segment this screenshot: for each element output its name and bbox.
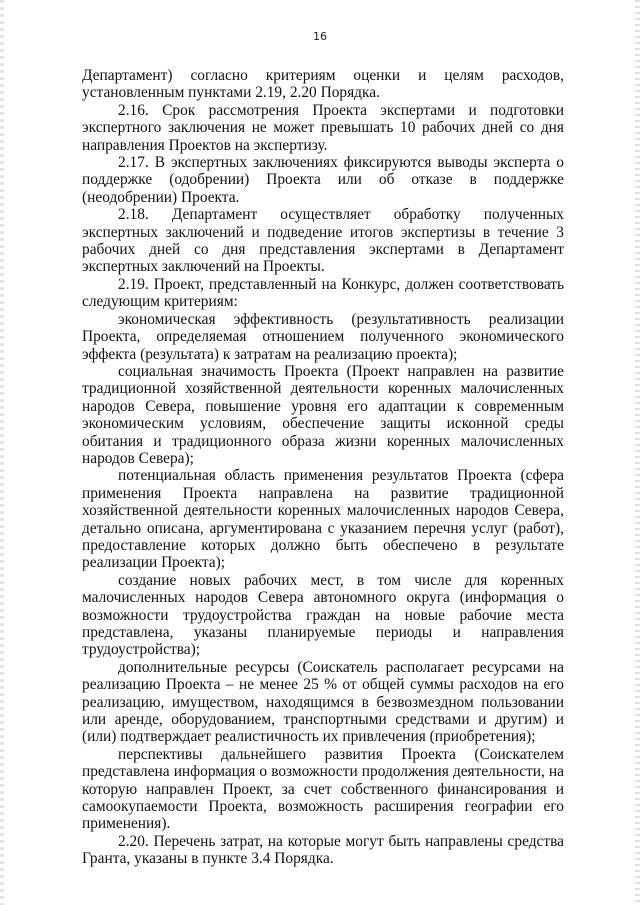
paragraph-2-17: 2.17. В экспертных заключениях фиксируются выводы эксперта о поддержке (одобрении) Проекта или об отказе в поддержке (неодобрении) Проекта. bbox=[82, 154, 564, 206]
paragraph-2-19: 2.19. Проект, представленный на Конкурс, должен соответствовать следующим критериям: bbox=[82, 275, 564, 311]
page-number: 16 bbox=[313, 30, 327, 43]
scan-edge-right bbox=[635, 0, 640, 905]
document-body bbox=[82, 67, 564, 868]
criterion-development-prospects: перспективы дальнейшего развития Проекта (Соискателем представлена информация о возможности продолжения деятельности, на которую направлен Проект, за счет собственного финансирования и самоокупаемости Проекта, возможность расширения географии его применения). bbox=[82, 745, 564, 833]
scan-edge-left bbox=[0, 0, 4, 905]
paragraph-2-20: 2.20. Перечень затрат, на которые могут быть направлены средства Гранта, указаны в пункте 3.4 Порядка. bbox=[82, 832, 564, 868]
criterion-application-area: потенциальная область применения результатов Проекта (сфера применения Проекта направлена на развитие традиционной хозяйственной деятельности коренных малочисленных народов Севера, детально описана, аргументирована с указанием перечня услуг (работ), предоставление которых должно быть обеспечено в результате реализации Проекта); bbox=[82, 467, 564, 572]
criterion-new-jobs: создание новых рабочих мест, в том числе для коренных малочисленных народов Севера автономного округа (информация о возможности трудоустройства граждан на новые рабочие места представлена, указаны планируемые периоды и направления трудоустройства); bbox=[82, 571, 564, 659]
paragraph-continuation: Департамент) согласно критериям оценки и целям расходов, установленным пунктами 2.19, 2.20 Порядка. bbox=[82, 67, 564, 102]
criterion-social-significance: социальная значимость Проекта (Проект направлен на развитие традиционной хозяйственной деятельности коренных малочисленных народов Севера, повышение уровня его адаптации к современным экономическим условиям, обеспечение защиты исконной среды обитания и традиционного образа жизни коренных малочисленных народов Севера); bbox=[82, 362, 564, 467]
criterion-additional-resources: дополнительные ресурсы (Соискатель располагает ресурсами на реализацию Проекта – не менее 25 % от общей суммы расходов на его реализацию, имуществом, находящимся в безвозмездном пользовании или аренде, оборудованием, транспортными средствами и другим) и (или) подтверждает реалистичность их привлечения (приобретения); bbox=[82, 658, 564, 746]
paragraph-2-16: 2.16. Срок рассмотрения Проекта экспертами и подготовки экспертного заключения не может превышать 10 рабочих дней со дня направления Проектов на экспертизу. bbox=[82, 101, 564, 154]
paragraph-2-18: 2.18. Департамент осуществляет обработку полученных экспертных заключений и подведение итогов экспертизы в течение 3 рабочих дней со дня представления экспертами в Департамент экспертных заключений на Проекты. bbox=[82, 206, 564, 276]
criterion-economic-efficiency: экономическая эффективность (результативность реализации Проекта, определяемая отношением полученного экономического эффекта (результата) к затратам на реализацию проекта); bbox=[82, 310, 564, 363]
